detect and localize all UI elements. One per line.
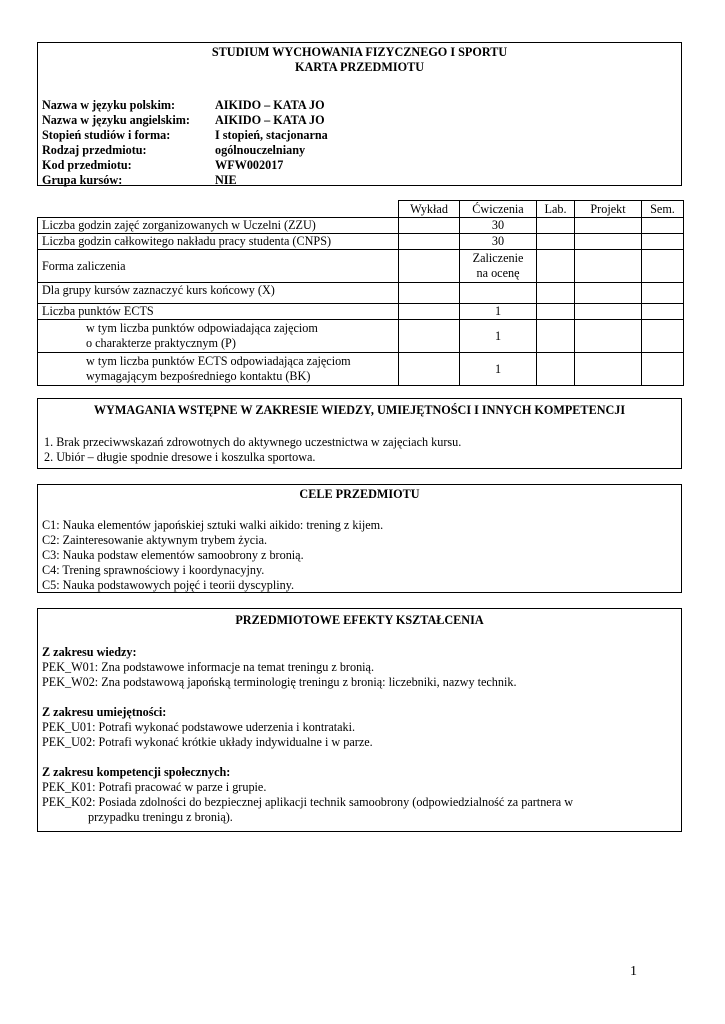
- page-number: 1: [630, 964, 637, 979]
- row-label-line: w tym liczba punktów odpowiadająca zajęciom: [86, 321, 318, 335]
- table-row: [38, 250, 684, 283]
- cell-cwiczenia: [460, 250, 537, 283]
- info-value: AIKIDO – KATA JO: [215, 113, 325, 127]
- list-item: PEK_U02: Potrafi wykonać krótkie układy indywidualne i w parze.: [42, 735, 373, 749]
- info-row-group: [42, 173, 677, 188]
- list-item: C1: Nauka elementów japońskiej sztuki walki aikido: trening z kijem.: [42, 518, 384, 532]
- info-row-english-name: [42, 113, 677, 128]
- info-label: Stopień studiów i forma:: [42, 128, 171, 142]
- table-row: [38, 234, 684, 250]
- course-info: [42, 98, 677, 188]
- section-title: WYMAGANIA WSTĘPNE W ZAKRESIE WIEDZY, UMIEJĘTNOŚCI I INNYCH KOMPETENCJI: [93, 403, 626, 417]
- header-title-1: STUDIUM WYCHOWANIA FIZYCZNEGO I SPORTU: [211, 45, 508, 59]
- learning-outcomes-section: [37, 608, 682, 832]
- row-label: [38, 353, 399, 386]
- cell-cwiczenia: 1: [460, 320, 537, 353]
- section-title: PRZEDMIOTOWE EFEKTY KSZTAŁCENIA: [235, 613, 484, 627]
- subheading-competences: Z zakresu kompetencji społecznych:: [42, 765, 231, 779]
- info-row-code: [42, 158, 677, 173]
- list-item: C5: Nauka podstawowych pojęć i teorii dyscypliny.: [42, 578, 295, 592]
- info-label: Nazwa w języku polskim:: [42, 98, 176, 112]
- info-row-type: [42, 143, 677, 158]
- table-row: [38, 218, 684, 234]
- info-value: AIKIDO – KATA JO: [215, 98, 325, 112]
- header-title-2: KARTA PRZEDMIOTU: [294, 60, 424, 74]
- info-label: Kod przedmiotu:: [42, 158, 132, 172]
- row-label-line: o charakterze praktycznym (P): [86, 336, 236, 350]
- row-label-line: wymagającym bezpośredniego kontaktu (BK): [86, 369, 311, 383]
- list-item: C4: Trening sprawnościowy i koordynacyjny.: [42, 563, 265, 577]
- list-item: C3: Nauka podstaw elementów samoobrony z bronią.: [42, 548, 304, 562]
- table-header-row: [38, 201, 684, 218]
- list-item: PEK_K01: Potrafi pracować w parze i grupie.: [42, 780, 267, 794]
- col-header-projekt: Projekt: [575, 201, 642, 218]
- info-value: I stopień, stacjonarna: [215, 128, 328, 142]
- list-item-continuation: przypadku treningu z bronią).: [88, 810, 233, 824]
- col-header-sem: Sem.: [642, 201, 684, 218]
- cell-cwiczenia: 1: [460, 304, 537, 320]
- col-header-wyklad: Wykład: [399, 201, 460, 218]
- table-row: [38, 283, 684, 304]
- course-header: [37, 42, 682, 186]
- table-row: [38, 320, 684, 353]
- table-row: [38, 353, 684, 386]
- subheading-skills: Z zakresu umiejętności:: [42, 705, 167, 719]
- list-item: C2: Zainteresowanie aktywnym trybem życia.: [42, 533, 268, 547]
- info-label: Nazwa w języku angielskim:: [42, 113, 190, 127]
- row-label: Dla grupy kursów zaznaczyć kurs końcowy (X): [38, 283, 399, 304]
- cell-line: na ocenę: [476, 266, 520, 280]
- list-item: PEK_K02: Posiada zdolności do bezpiecznej aplikacji technik samoobrony (odpowiedzialność za partnera w: [42, 795, 574, 809]
- list-item: 2. Ubiór – długie spodnie dresowe i koszulka sportowa.: [44, 450, 316, 464]
- row-label: Forma zaliczenia: [38, 250, 399, 283]
- objectives-section: [37, 484, 682, 593]
- row-label: [38, 320, 399, 353]
- list-item: PEK_W02: Zna podstawową japońską terminologię treningu z bronią: liczebniki, nazwy technik.: [42, 675, 517, 689]
- hours-table: [37, 200, 684, 386]
- row-label-line: w tym liczba punktów ECTS odpowiadająca zajęciom: [86, 354, 351, 368]
- info-value: WFW002017: [215, 158, 284, 172]
- row-label: Liczba punktów ECTS: [38, 304, 399, 320]
- cell-cwiczenia: 30: [460, 218, 537, 234]
- row-label: Liczba godzin zajęć zorganizowanych w Uczelni (ZZU): [38, 218, 399, 234]
- table-row: [38, 304, 684, 320]
- list-item: 1. Brak przeciwwskazań zdrowotnych do aktywnego uczestnictwa w zajęciach kursu.: [44, 435, 462, 449]
- col-header-cwiczenia: Ćwiczenia: [460, 201, 537, 218]
- cell-cwiczenia: 1: [460, 353, 537, 386]
- col-header-lab: Lab.: [537, 201, 575, 218]
- cell-cwiczenia: 30: [460, 234, 537, 250]
- subheading-knowledge: Z zakresu wiedzy:: [42, 645, 137, 659]
- info-row-polish-name: [42, 98, 677, 113]
- section-title: CELE PRZEDMIOTU: [299, 487, 420, 501]
- info-value: NIE: [215, 173, 237, 187]
- info-row-degree: [42, 128, 677, 143]
- cell-line: Zaliczenie: [472, 251, 524, 265]
- info-label: Grupa kursów:: [42, 173, 123, 187]
- list-item: PEK_W01: Zna podstawowe informacje na temat treningu z bronią.: [42, 660, 375, 674]
- prerequisites-section: [37, 398, 682, 469]
- list-item: PEK_U01: Potrafi wykonać podstawowe uderzenia i kontrataki.: [42, 720, 356, 734]
- info-label: Rodzaj przedmiotu:: [42, 143, 147, 157]
- row-label: Liczba godzin całkowitego nakładu pracy studenta (CNPS): [38, 234, 399, 250]
- info-value: ogólnouczelniany: [215, 143, 306, 157]
